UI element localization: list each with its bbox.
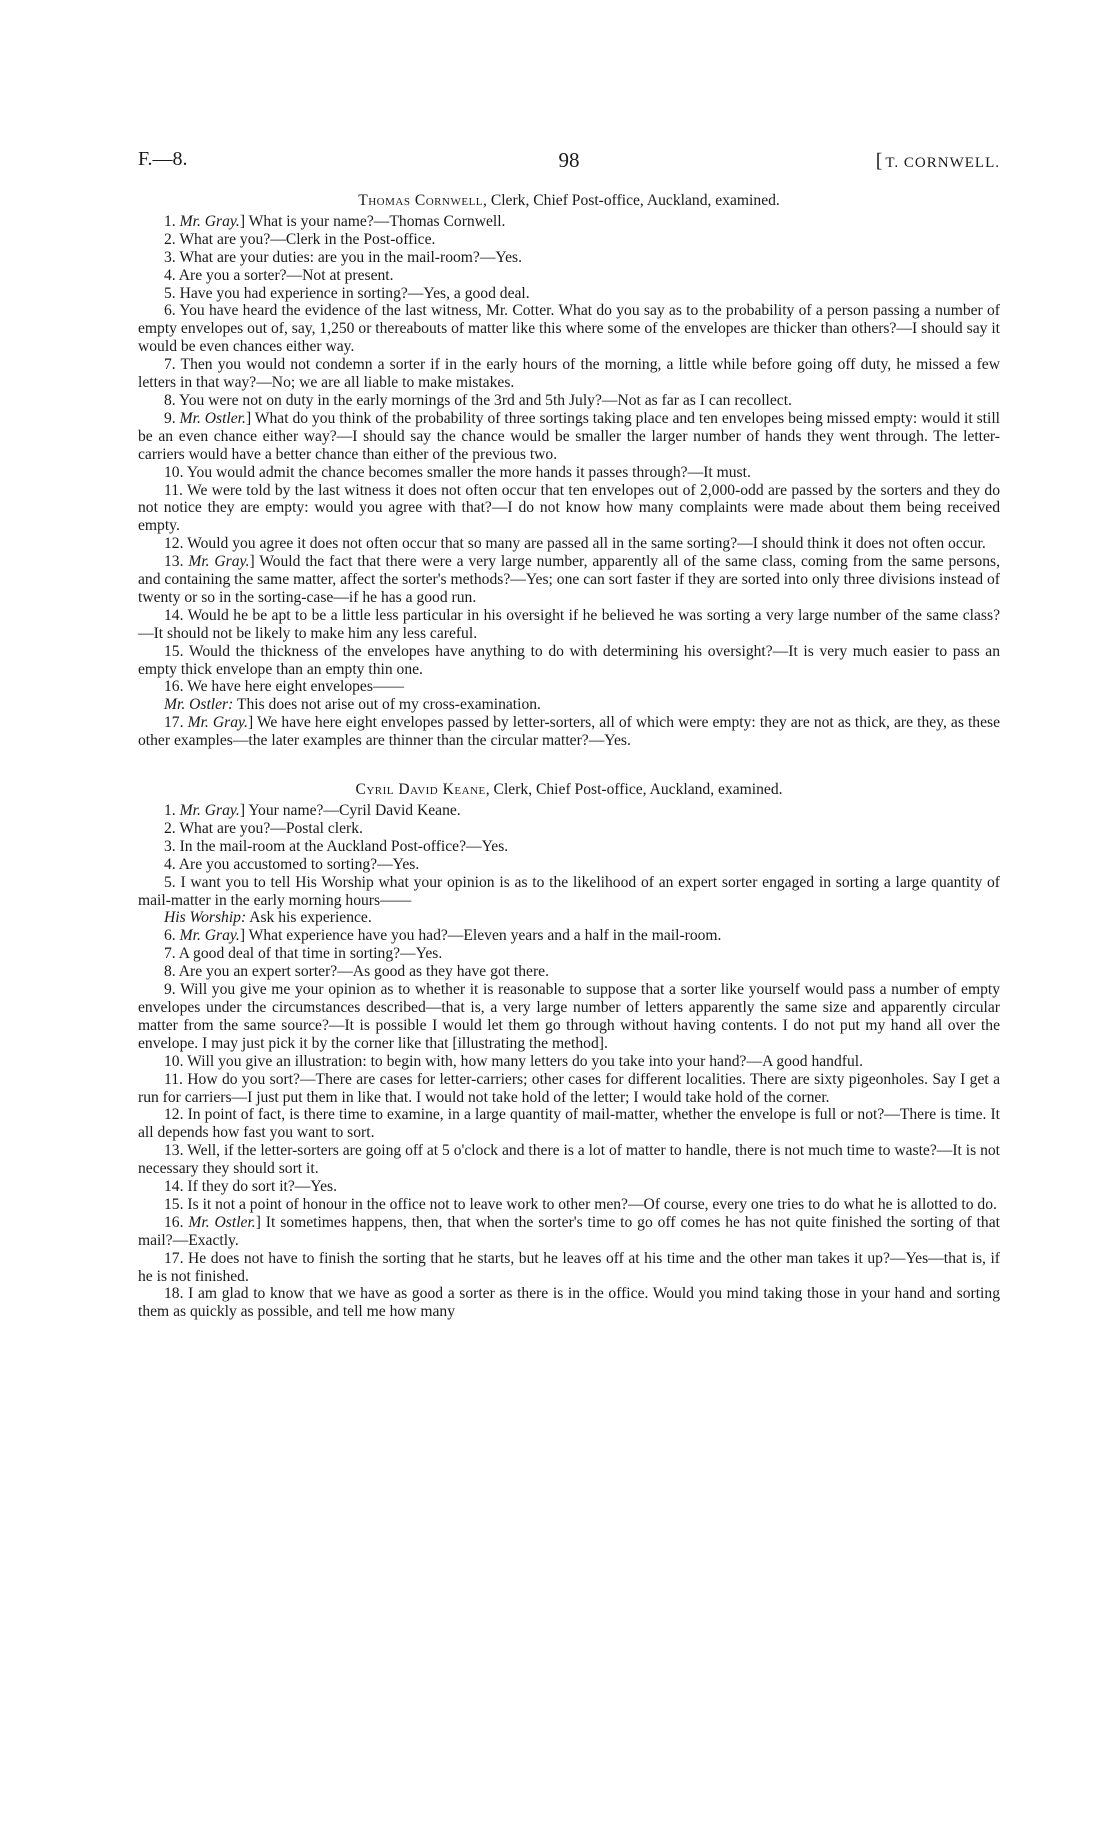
question-number: 11. <box>164 481 183 499</box>
testimony-paragraph <box>138 1285 1000 1321</box>
testimony-text: Would you agree it does not often occur that so many are passed all in the same sorting?—I should think it does not often occur. <box>187 535 986 553</box>
testimony-text: We have here eight envelopes—— <box>187 678 405 696</box>
witness-description: , Clerk, Chief Post-office, Auckland, examined. <box>483 192 780 209</box>
page-number: 98 <box>558 148 580 172</box>
testimony-paragraph <box>138 607 1000 643</box>
testimony-text: Will you give an illustration: to begin with, how many letters do you take into your hand?—A good handful. <box>187 1052 863 1070</box>
question-number: 10. <box>164 463 184 481</box>
question-number: 11. <box>164 1070 183 1088</box>
testimony-paragraph <box>138 1053 1000 1071</box>
testimony-text: Would the thickness of the envelopes have anything to do with determining his oversight?—It is very much easier to pass an empty thick envelope than an empty thin one. <box>138 642 1000 678</box>
question-number: 17. <box>164 1249 184 1267</box>
question-number: 9. <box>164 409 176 427</box>
testimony-text: I am glad to know that we have as good a sorter as there is in the office. Would you mind taking those in your hand and sorting them as quickly as possible, and tell me how many <box>138 1285 1000 1321</box>
testimony-text: Have you had experience in sorting?—Yes, a good deal. <box>179 284 530 302</box>
question-number: 15. <box>164 1195 184 1213</box>
testimony-paragraph <box>138 1178 1000 1196</box>
testimony-text: ] What is your name?—Thomas Cornwell. <box>239 212 506 230</box>
testimony-text: Is it not a point of honour in the office not to leave work to other men?—Of course, every one tries to do what he is allotted to do. <box>187 1195 997 1213</box>
testimony-text: ] What do you think of the probability of three sortings taking place and ten envelopes being missed empty: would it still be an even chance either way?—I should say the chance would be smaller the larger number of hands they went through. The letter-carriers would have a better chance than either of the previous two. <box>138 409 1001 463</box>
question-number: 4. <box>164 855 176 873</box>
testimony-text: You have heard the evidence of the last witness, Mr. Cotter. What do you say as to the probability of a person passing a number of empty envelopes out of, say, 1,250 or thereabouts of matter like this where some of the envelopes are thicker than others?—I should say it would be even chances either way. <box>138 302 1000 356</box>
testimony-paragraph <box>138 356 1000 392</box>
testimony-paragraph <box>138 643 1000 679</box>
testimony-paragraph <box>138 678 1000 696</box>
question-number: 2. <box>164 230 176 248</box>
section-title <box>138 192 1000 210</box>
testimony-text: ] Your name?—Cyril David Keane. <box>239 802 461 819</box>
testimony-text: ] It sometimes happens, then, that when the sorter's time to go off comes he has not quite finished the sorting of that mail?—Exactly. <box>138 1213 1000 1249</box>
testimony-text: Are you accustomed to sorting?—Yes. <box>178 855 420 873</box>
testimony-paragraph <box>138 909 1000 927</box>
testimony-paragraph <box>138 1196 1000 1214</box>
running-head-text: T. CORNWELL. <box>885 155 1000 171</box>
question-number: 5. <box>164 284 176 302</box>
testimony-paragraph <box>138 302 1000 356</box>
question-number: 9. <box>164 981 176 999</box>
testimony-text: What are you?—Clerk in the Post-office. <box>179 230 436 248</box>
testimony-text: ] We have here eight envelopes passed by letter-sorters, all of which were empty: they are not as thick, are they, as these other examples—the later examples are thinner than the circular matter?—Yes. <box>138 714 1001 750</box>
testimony-paragraph <box>138 874 1000 910</box>
question-number: 16. <box>164 1213 184 1231</box>
testimony-text: You were not on duty in the early mornings of the 3rd and 5th July?—Not as far as I can recollect. <box>179 391 792 409</box>
testimony-paragraph <box>138 213 1000 231</box>
testimony-paragraph <box>138 392 1000 410</box>
testimony-text: ] What experience have you had?—Eleven years and a half in the mail-room. <box>239 927 722 945</box>
speaker-name: His Worship: <box>164 909 247 927</box>
testimony-paragraph <box>138 838 1000 856</box>
question-number: 14. <box>164 606 184 624</box>
testimony-text: Would he be apt to be a little less particular in his oversight if he believed he was sorting a very large number of the same class?—It should not be likely to make him any less careful. <box>138 606 1000 642</box>
testimony-paragraph <box>138 482 1000 536</box>
testimony-paragraph <box>138 231 1000 249</box>
testimony-paragraph <box>138 1214 1000 1250</box>
testimony-paragraph <box>138 535 1000 553</box>
question-number: 1. <box>164 212 176 230</box>
question-number: 13. <box>164 1142 184 1160</box>
testimony-text: If they do sort it?—Yes. <box>187 1178 337 1196</box>
speaker-name: Mr. Ostler. <box>179 409 246 427</box>
testimony-paragraph <box>138 1142 1000 1178</box>
testimony-text: What are you?—Postal clerk. <box>179 819 363 837</box>
testimony-paragraph <box>138 981 1000 1053</box>
testimony-text: How do you sort?—There are cases for letter-carriers; other cases for different localities. There are sixty pigeonholes. Say I get a run for carriers—I just put them in like that. I would not take hold of the letter; I would take hold of the corner. <box>138 1070 1000 1106</box>
question-number: 7. <box>164 945 176 963</box>
testimony-paragraph <box>138 696 1000 714</box>
testimony-paragraph <box>138 553 1000 607</box>
testimony-text: In the mail-room at the Auckland Post-office?—Yes. <box>179 837 509 855</box>
testimony-paragraph <box>138 927 1000 945</box>
testimony-paragraph <box>138 464 1000 482</box>
testimony-text: I want you to tell His Worship what your opinion is as to the likelihood of an expert sorter engaged in sorting a large quantity of mail-matter in the early morning hours—— <box>138 873 1000 909</box>
question-number: 4. <box>164 266 176 284</box>
question-number: 12. <box>164 535 184 553</box>
testimony-text: You would admit the chance becomes smaller the more hands it passes through?—It must. <box>186 463 751 481</box>
witness-name: Thomas Cornwell <box>358 192 484 209</box>
document-reference: F.—8. <box>138 148 188 170</box>
testimony-paragraph <box>138 1250 1000 1286</box>
speaker-name: Mr. Gray. <box>179 212 240 230</box>
speaker-name: Mr. Gray. <box>188 553 250 571</box>
testimony-paragraph <box>138 410 1000 464</box>
testimony-text: This does not arise out of my cross-examination. <box>233 696 541 714</box>
question-number: 14. <box>164 1178 184 1196</box>
testimony-paragraph <box>138 963 1000 981</box>
bracket-glyph: [ <box>875 150 884 172</box>
question-number: 8. <box>164 391 176 409</box>
testimony-text: Then you would not condemn a sorter if in the early hours of the morning, a little while before going off duty, he missed a few letters in that way?—No; we are all liable to make mistakes. <box>138 356 1000 392</box>
testimony-text: Are you a sorter?—Not at present. <box>178 266 394 284</box>
testimony-paragraph <box>138 945 1000 963</box>
speaker-name: Mr. Ostler: <box>164 696 234 714</box>
testimony-paragraph <box>138 1071 1000 1107</box>
question-number: 16. <box>164 678 184 696</box>
running-head <box>876 150 1000 173</box>
question-number: 6. <box>164 302 176 320</box>
testimony-text: We were told by the last witness it does not often occur that ten envelopes out of 2,000-odd are passed by the sorters and they do not notice they are empty: would you agree with that?—I do not know how many complaints were made about them being received empty. <box>138 481 1000 535</box>
testimony-paragraph <box>138 249 1000 267</box>
speaker-name: Mr. Gray. <box>179 802 240 819</box>
page-header <box>138 148 1000 174</box>
speaker-name: Mr. Gray. <box>179 927 240 945</box>
question-number: 2. <box>164 819 176 837</box>
testimony-text: ] Would the fact that there were a very large number, apparently all of the same class, coming from the same persons, and containing the same matter, affect the sorter's methods?—Yes; one can sort faster if they are sorted into only three divisions instead of twenty or so in the sorting-case—if he has a good run. <box>138 553 1000 606</box>
question-number: 17. <box>164 714 184 732</box>
section-title <box>138 781 1000 799</box>
question-number: 18. <box>164 1285 184 1303</box>
question-number: 1. <box>164 802 176 819</box>
question-number: 7. <box>164 356 176 374</box>
testimony-text: Are you an expert sorter?—As good as they have got there. <box>178 963 549 981</box>
testimony-text: Ask his experience. <box>246 909 372 927</box>
testimony-text: Will you give me your opinion as to whether it is reasonable to suppose that a sorter like yourself would pass a number of empty envelopes under the circumstances described—that is, a very large number of letters apparently the same size and apparently circular matter from the same source?—It is possible I would let them go through without having contents. I do not put my hand all over the envelope. I may just pick it by the corner like that [illustrating the method]. <box>138 981 1000 1052</box>
testimony-paragraph <box>138 802 1000 820</box>
speaker-name: Mr. Ostler. <box>188 1213 256 1231</box>
witness-description: , Clerk, Chief Post-office, Auckland, examined. <box>485 781 783 799</box>
speaker-name: Mr. Gray. <box>187 714 248 732</box>
witness-name: Cyril David Keane <box>355 781 486 799</box>
question-number: 5. <box>164 873 176 891</box>
document-body <box>138 192 1000 1321</box>
question-number: 3. <box>164 837 176 855</box>
testimony-paragraph <box>138 1106 1000 1142</box>
testimony-paragraph <box>138 267 1000 285</box>
question-number: 13. <box>164 553 184 571</box>
testimony-text: In point of fact, is there time to examine, in a large quantity of mail-matter, whether the envelope is full or not?—There is time. It all depends how fast you want to sort. <box>138 1106 1000 1142</box>
testimony-text: He does not have to finish the sorting that he starts, but he leaves off at his time and the other man takes it up?—Yes—that is, if he is not finished. <box>138 1249 1000 1285</box>
question-number: 6. <box>164 927 176 945</box>
testimony-text: Well, if the letter-sorters are going off at 5 o'clock and there is a lot of matter to handle, there is not much time to waste?—It is not necessary they should sort it. <box>138 1142 1001 1178</box>
testimony-paragraph <box>138 714 1000 750</box>
testimony-paragraph <box>138 285 1000 303</box>
question-number: 12. <box>164 1106 184 1124</box>
question-number: 3. <box>164 248 176 266</box>
testimony-text: What are your duties: are you in the mail-room?—Yes. <box>179 248 523 266</box>
testimony-text: A good deal of that time in sorting?—Yes. <box>178 945 443 963</box>
question-number: 10. <box>164 1052 184 1070</box>
question-number: 8. <box>164 963 176 981</box>
question-number: 15. <box>164 642 184 660</box>
testimony-paragraph <box>138 856 1000 874</box>
testimony-paragraph <box>138 820 1000 838</box>
